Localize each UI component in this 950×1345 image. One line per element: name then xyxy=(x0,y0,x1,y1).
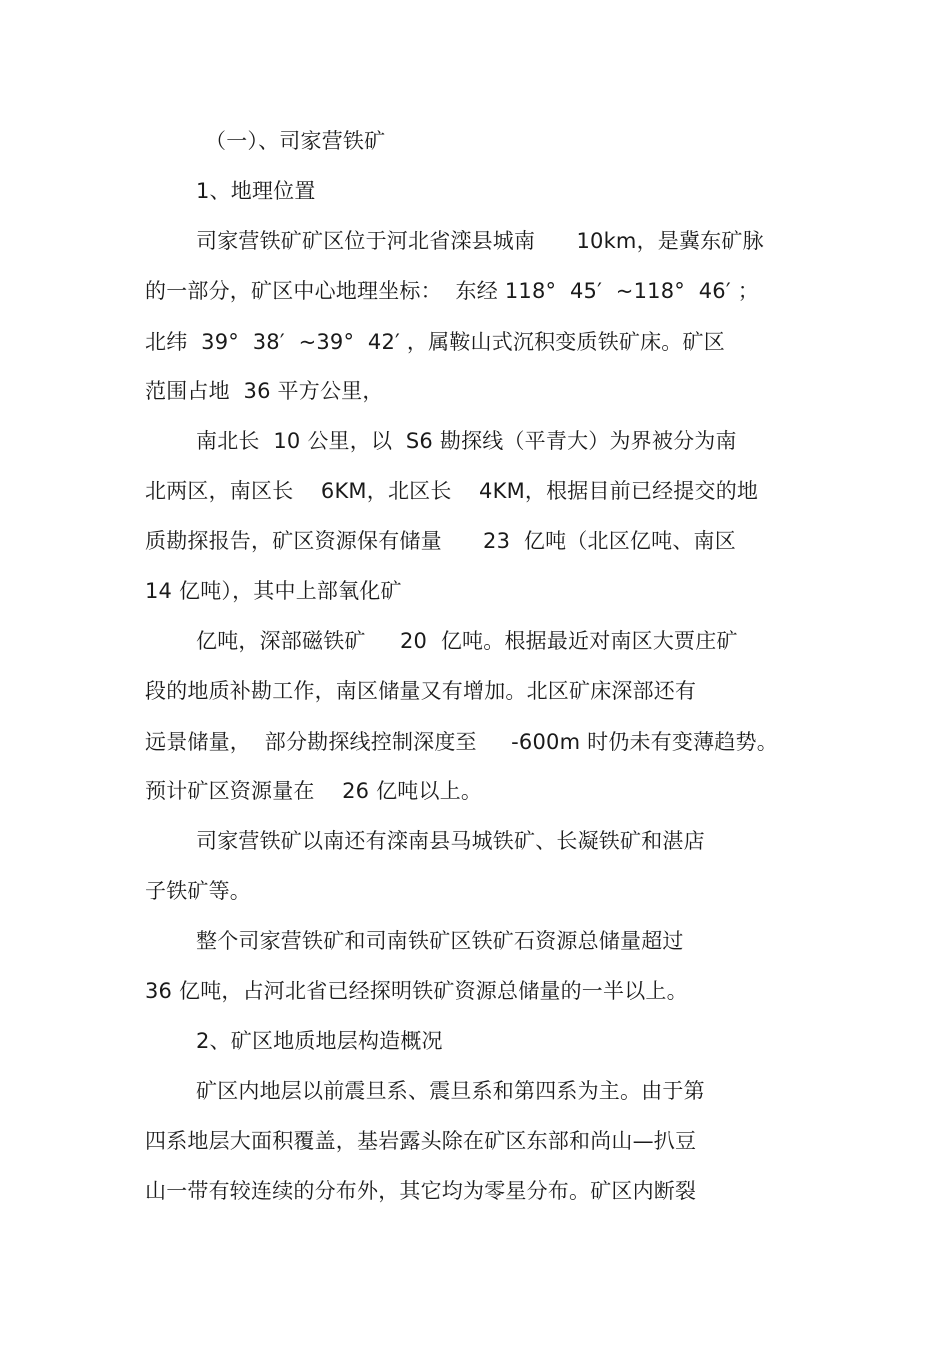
body-text-line: 矿区内地层以前震旦系、震旦系和第四系为主。由于第 xyxy=(196,1079,705,1103)
body-text-line: 预计矿区资源量在 26 亿吨以上。 xyxy=(145,779,483,803)
body-text-line: 远景储量， 部分勘探线控制深度至 -600m 时仍未有变薄趋势。 xyxy=(145,730,778,754)
body-text-line: 亿吨，深部磁铁矿 20 亿吨。根据最近对南区大贾庄矿 xyxy=(196,629,738,653)
subsection-heading: 1、地理位置 xyxy=(196,179,316,203)
section-title: （一）、司家营铁矿 xyxy=(205,129,386,153)
subsection-heading: 2、矿区地质地层构造概况 xyxy=(196,1029,443,1053)
body-text-line: 山一带有较连续的分布外，其它均为零星分布。矿区内断裂 xyxy=(145,1179,697,1203)
body-text-line: 北两区，南区长 6KM，北区长 4KM，根据目前已经提交的地 xyxy=(145,479,759,503)
body-text-line: 14 亿吨），其中上部氧化矿 xyxy=(145,579,402,603)
body-text-line: 的一部分，矿区中心地理坐标： 东经 118° 45′ ~118° 46′ ； xyxy=(145,279,759,303)
body-text-line: 子铁矿等。 xyxy=(145,879,251,903)
body-text-line: 范围占地 36 平方公里， xyxy=(145,379,384,403)
body-text-line: 南北长 10 公里，以 S6 勘探线（平青大）为界被分为南 xyxy=(196,429,737,453)
body-text-line: 段的地质补勘工作，南区储量又有增加。北区矿床深部还有 xyxy=(145,679,697,703)
body-text-line: 36 亿吨，占河北省已经探明铁矿资源总储量的一半以上。 xyxy=(145,979,688,1003)
body-text-line: 司家营铁矿矿区位于河北省滦县城南 10km，是冀东矿脉 xyxy=(196,229,764,253)
body-text-line: 整个司家营铁矿和司南铁矿区铁矿石资源总储量超过 xyxy=(196,929,684,953)
body-text-line: 四系地层大面积覆盖，基岩露头除在矿区东部和尚山—扒豆 xyxy=(145,1129,697,1153)
body-text-line: 司家营铁矿以南还有滦南县马城铁矿、长凝铁矿和湛店 xyxy=(196,829,705,853)
body-text-line: 北纬 39° 38′ ~39° 42′ ，属鞍山式沉积变质铁矿床。矿区 xyxy=(145,330,725,354)
body-text-line: 质勘探报告，矿区资源保有储量 23 亿吨（北区亿吨、南区 xyxy=(145,529,736,553)
